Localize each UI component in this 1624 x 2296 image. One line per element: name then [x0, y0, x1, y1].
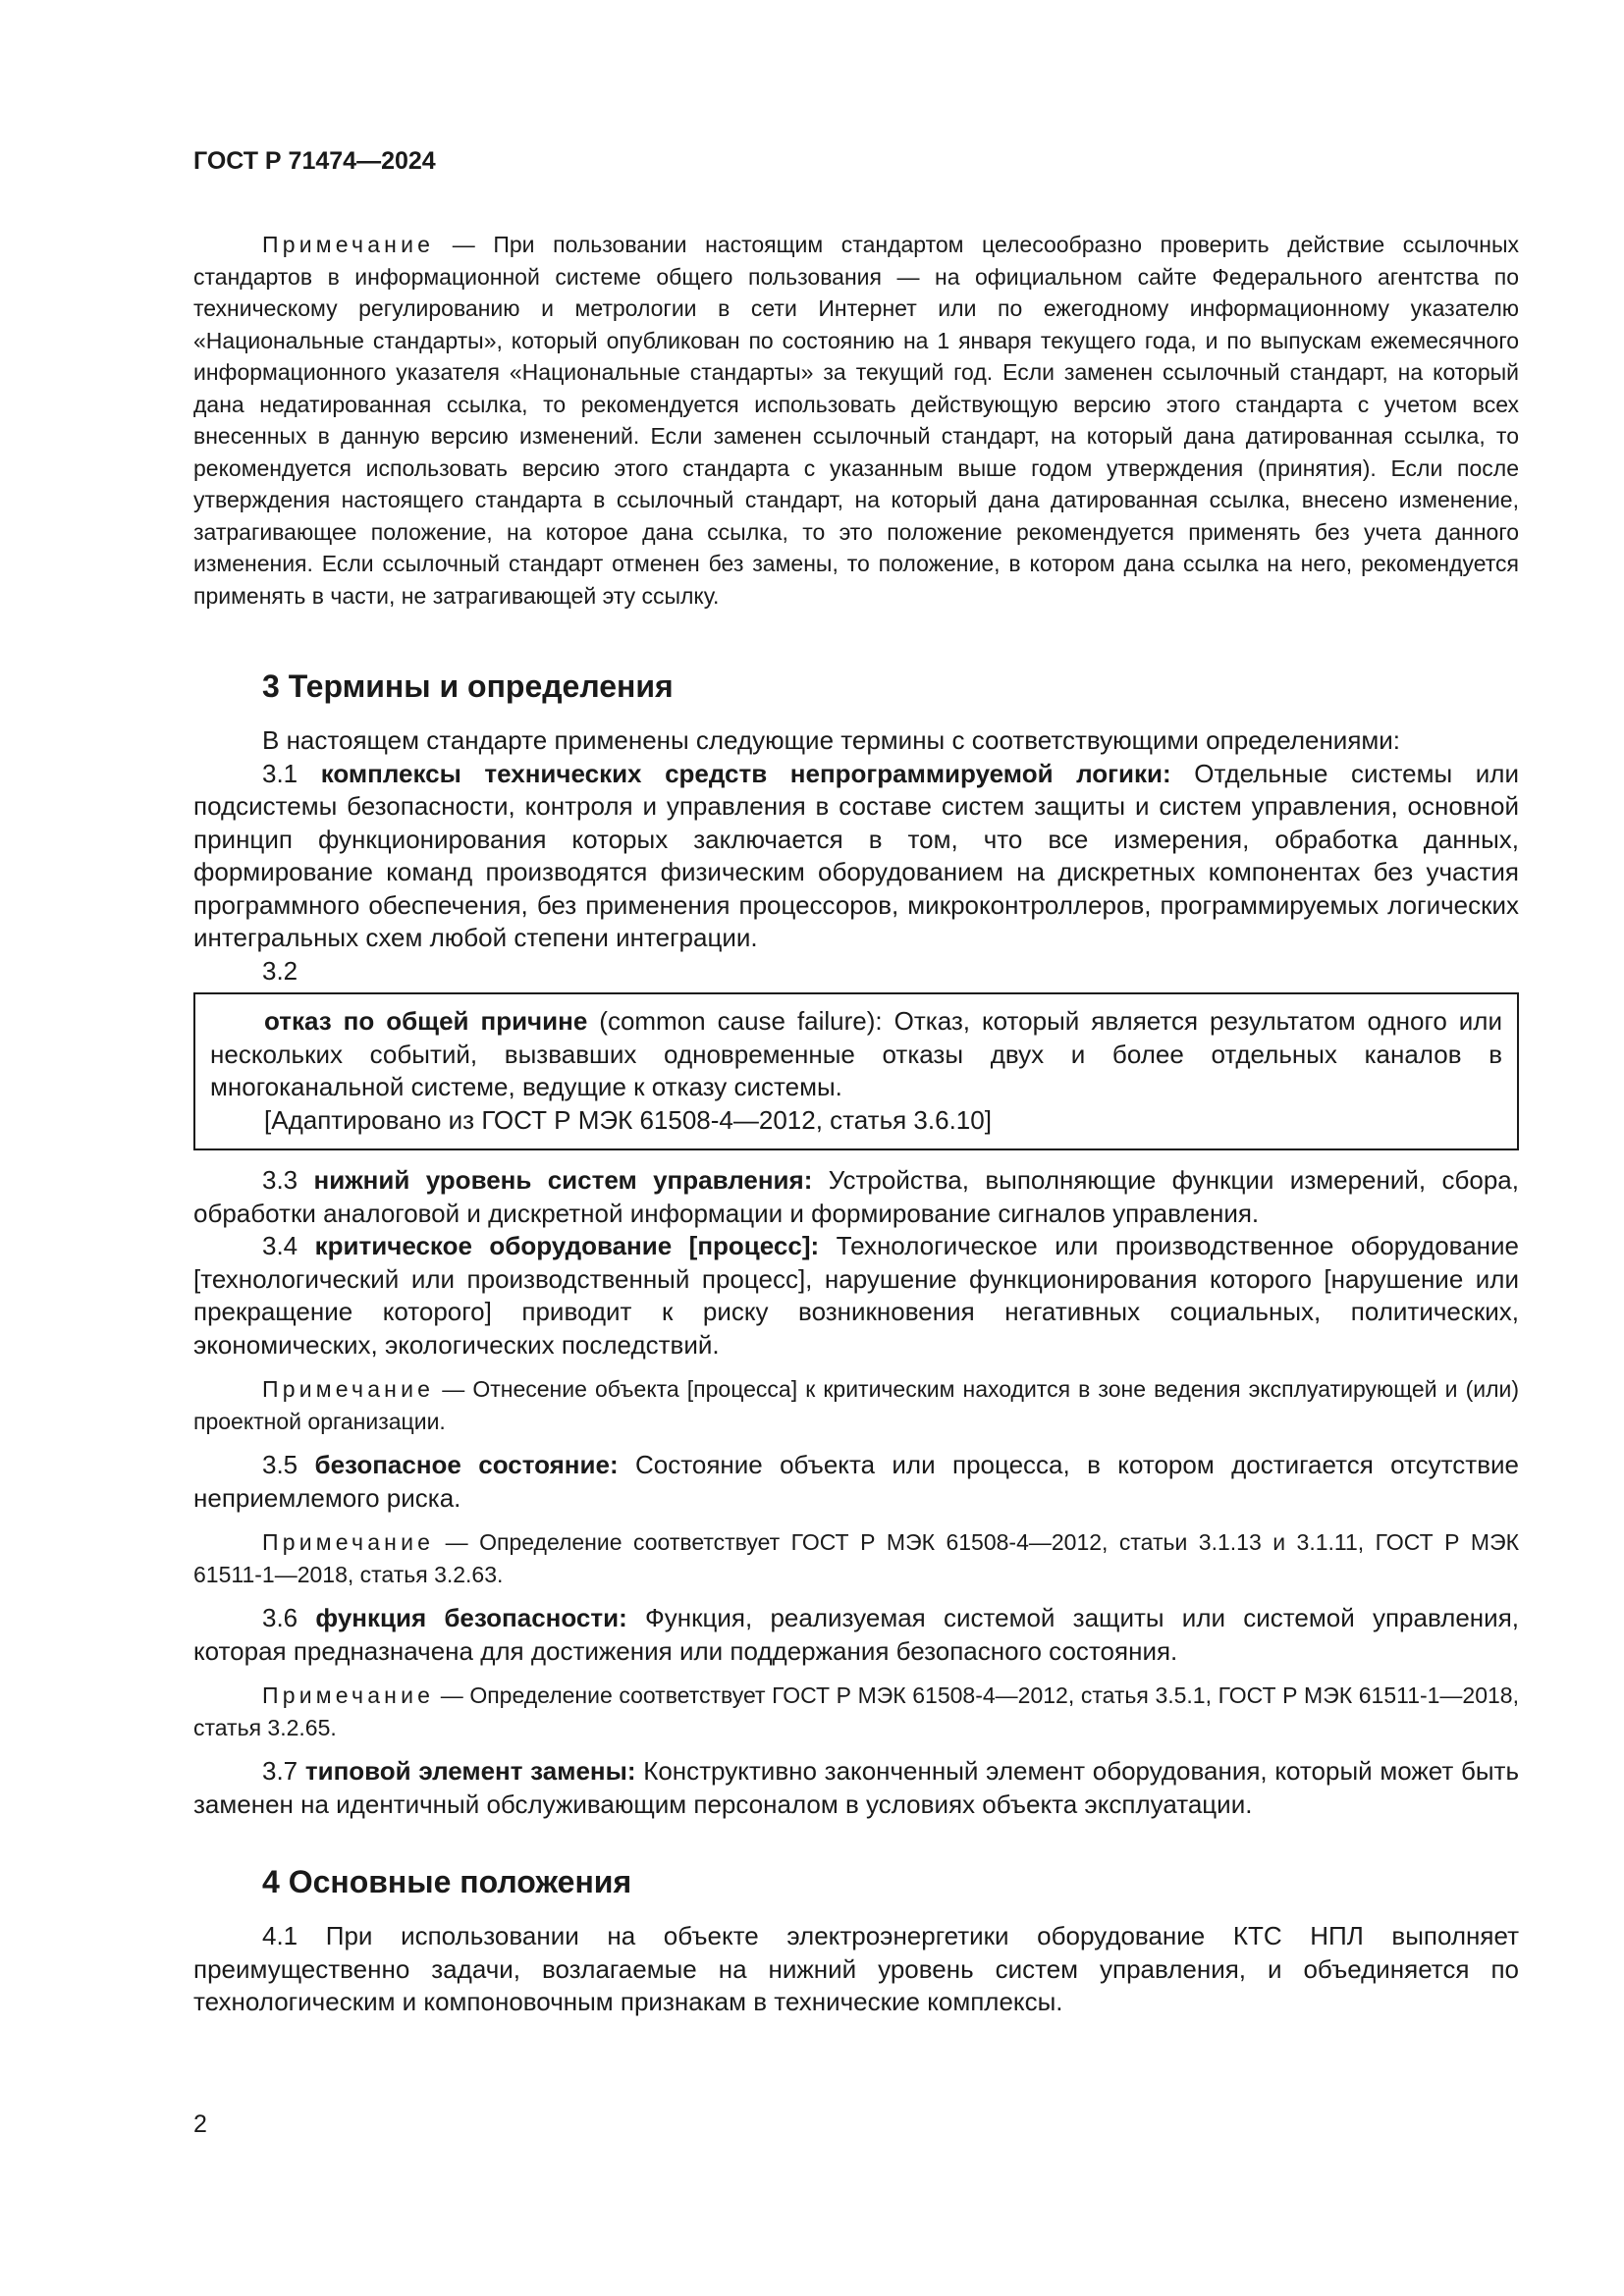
term-title: безопасное состояние: — [314, 1450, 619, 1479]
term-3-2-box — [193, 992, 1519, 1150]
paragraph-text: При использовании на объекте электроэнергетики оборудование КТС НПЛ выполняет преимущественно задачи, возлагаемые на нижний уровень систем управления, и объединяется по технологическим и компоновочным признакам в технические комплексы. — [193, 1921, 1519, 2016]
term-3-6-note — [193, 1680, 1519, 1743]
term-3-4-note — [193, 1373, 1519, 1437]
term-title: отказ по общей причине — [264, 1006, 588, 1036]
term-number: 3.3 — [262, 1165, 298, 1195]
term-3-7 — [193, 1755, 1519, 1821]
term-3-6 — [193, 1602, 1519, 1668]
term-3-2-number: 3.2 — [262, 955, 298, 986]
term-definition: Отдельные системы или подсистемы безопасности, контроля и управления в составе систем защиты и систем управления, основной принцип функционирования которых заключается в том, что все измерения, обработка данных, формирование команд производятся физическим оборудованием на дискретных компонентах без участия программного обеспечения, без применения процессоров, микроконтроллеров, программируемых логических интегральных схем любой степени интеграции. — [193, 758, 1519, 952]
term-definition: Функция, реализуемая системой защиты или системой управления, которая предназначена для достижения или поддержания безопасного состояния. — [193, 1603, 1519, 1666]
term-title: критическое оборудование [процесс]: — [314, 1231, 820, 1260]
page-number: 2 — [193, 2110, 207, 2138]
term-title: нижний уровень систем управления: — [313, 1165, 813, 1195]
term-title: комплексы технических средств непрограммируемой логики: — [320, 758, 1171, 788]
section-3-intro: В настоящем стандарте применены следующие термины с соответствующими определениями: — [262, 725, 1401, 755]
term-title: функция безопасности: — [315, 1603, 627, 1632]
term-definition: Технологическое или производственное оборудование [технологический или производственный процесс], нарушение функционирования которого [нарушение или прекращение которого] приводит к риску возникновения негативных социальных, политических, экономических, экологических последствий. — [193, 1231, 1519, 1360]
term-title: типовой элемент замены: — [304, 1756, 636, 1786]
note-text: — При пользовании настоящим стандартом целесообразно проверить действие ссылочных стандартов в информационной системе общего пользования — на официальном сайте Федерального агентства по техническому регулированию и метрологии в сети Интернет или по ежегодному информационному указателю «Национальные стандарты», который опубликован по состоянию на 1 января текущего года, и по выпускам ежемесячного информационного указателя «Национальные стандарты» за текущий год. Если заменен ссылочный стандарт, на который дана недатированная ссылка, то рекомендуется использовать действующую версию этого стандарта с учетом всех внесенных в данную версию изменений. Если заменен ссылочный стандарт, на который дана датированная ссылка, то рекомендуется использовать версию этого стандарта с указанным выше годом утверждения (принятия). Если после утверждения настоящего стандарта в ссылочный стандарт, на который дана датированная ссылка, внесено изменение, затрагивающее положение, на которое дана ссылка, то это положение рекомендуется применять без учета данного изменения. Если ссылочный стандарт отменен без замены, то положение, в котором дана ссылка на него, рекомендуется применять в части, не затрагивающей эту ссылку. — [193, 232, 1519, 609]
term-3-4 — [193, 1230, 1519, 1362]
note-text: — Определение соответствует ГОСТ Р МЭК 61508-4—2012, статья 3.5.1, ГОСТ Р МЭК 61511-1—2018, статья 3.2.65. — [193, 1682, 1519, 1740]
term-3-1 — [193, 758, 1519, 955]
term-source: [Адаптировано из ГОСТ Р МЭК 61508-4—2012, статья 3.6.10] — [264, 1104, 992, 1135]
section-4-heading: 4 Основные положения — [262, 1864, 632, 1899]
document-page — [193, 147, 1519, 2019]
note-text: — Определение соответствует ГОСТ Р МЭК 61508-4—2012, статьи 3.1.13 и 3.1.11, ГОСТ Р МЭК 61511-1—2018, статья 3.2.63. — [193, 1529, 1519, 1587]
term-definition: Состояние объекта или процесса, в котором достигается отсутствие неприемлемого риска. — [193, 1450, 1519, 1513]
term-3-5-note — [193, 1526, 1519, 1590]
term-number: 3.6 — [262, 1603, 298, 1632]
note-text: — Отнесение объекта [процесса] к критическим находится в зоне ведения эксплуатирующей и (или) проектной организации. — [193, 1376, 1520, 1434]
section-3-heading: 3 Термины и определения — [262, 668, 674, 704]
term-number: 3.7 — [262, 1756, 298, 1786]
note-label: Примечание — [262, 1376, 435, 1402]
paragraph-4-1 — [193, 1920, 1519, 2019]
note-label: Примечание — [262, 1529, 435, 1555]
note-label: Примечание — [262, 232, 435, 257]
term-3-3 — [193, 1164, 1519, 1230]
term-3-5 — [193, 1449, 1519, 1515]
paragraph-number: 4.1 — [262, 1921, 298, 1950]
term-number: 3.4 — [262, 1231, 298, 1260]
term-number: 3.5 — [262, 1450, 298, 1479]
term-definition: Устройства, выполняющие функции измерений, сбора, обработки аналоговой и дискретной информации и формирование сигналов управления. — [193, 1165, 1519, 1228]
term-number: 3.1 — [262, 758, 298, 788]
term-3-2 — [210, 1005, 1502, 1104]
note-label: Примечание — [262, 1682, 435, 1708]
document-header: ГОСТ Р 71474—2024 — [193, 147, 436, 175]
intro-note — [193, 229, 1519, 612]
term-definition: (common cause failure): Отказ, который является результатом одного или нескольких событий, вызвавших одновременные отказы двух и более отдельных каналов в многоканальной системе, ведущие к отказу системы. — [210, 1006, 1502, 1101]
term-definition: Конструктивно законченный элемент оборудования, который может быть заменен на идентичный обслуживающим персоналом в условиях объекта эксплуатации. — [193, 1756, 1519, 1819]
